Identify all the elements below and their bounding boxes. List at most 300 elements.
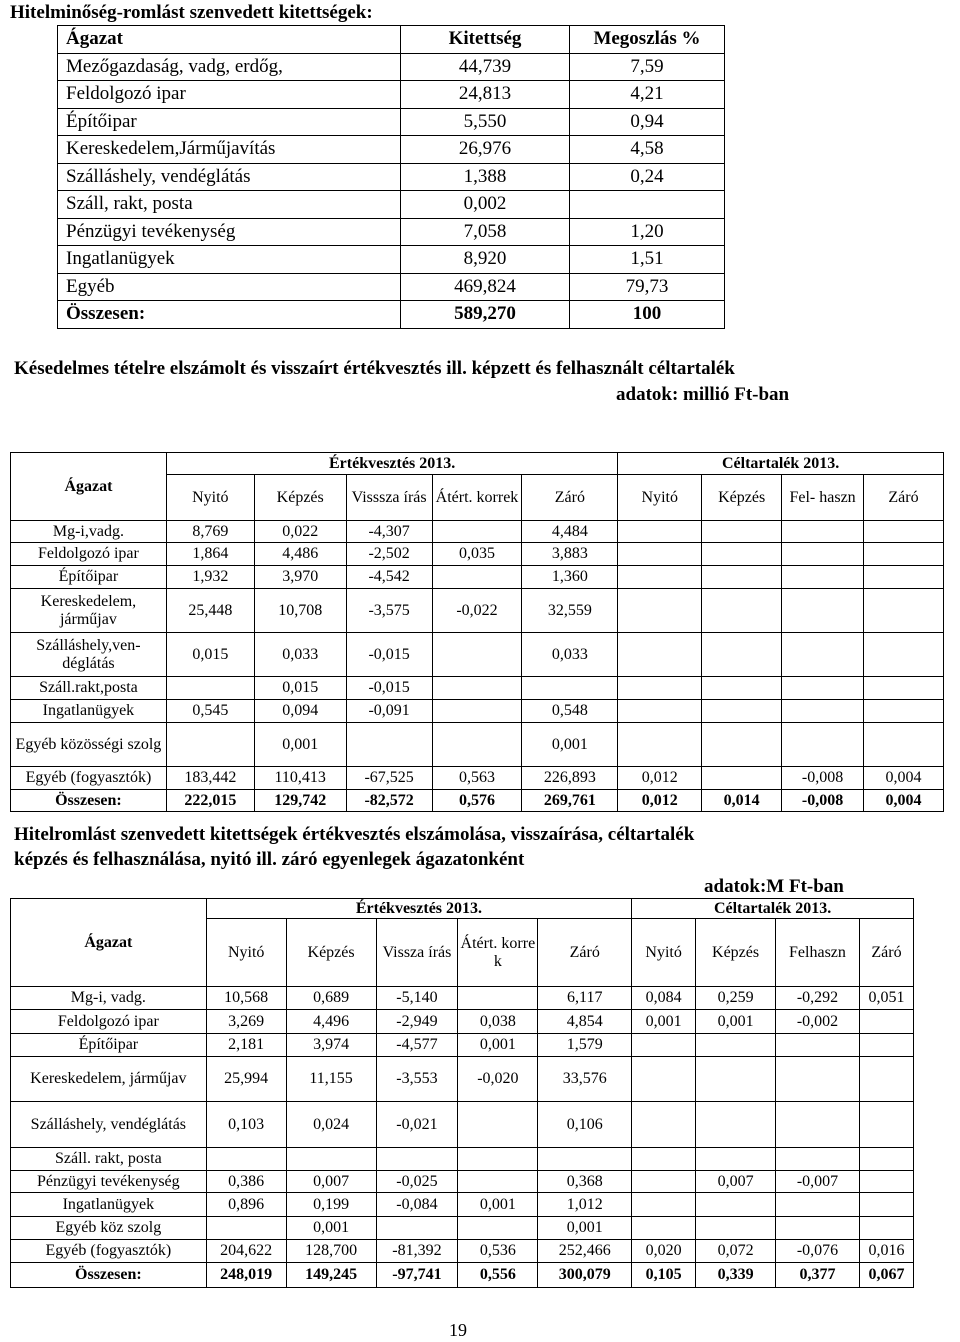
table-cell: 0,563: [432, 767, 522, 790]
table-cell: Egyéb (fogyasztók): [11, 1240, 207, 1263]
table-cell: [618, 700, 702, 723]
table-cell: 0,199: [286, 1193, 376, 1217]
table-cell: -3,575: [346, 589, 432, 633]
sub-header-cell: Képzés: [696, 919, 776, 987]
total-cell: 0,339: [696, 1263, 776, 1288]
heading-sector-balances-unit: adatok:M Ft-ban: [704, 876, 844, 897]
total-cell: -0,008: [782, 790, 864, 812]
total-cell: 589,270: [401, 301, 570, 329]
table-cell: 0,001: [632, 1010, 696, 1034]
table-cell: 0,001: [286, 1217, 376, 1240]
table-row: [11, 700, 944, 723]
group-header-ertekvesztes: Értékvesztés 2013.: [166, 453, 617, 475]
table-cell: [864, 521, 944, 543]
table-row: [11, 1240, 914, 1263]
table-cell: 32,559: [522, 589, 618, 633]
table-cell: 2,181: [206, 1034, 286, 1057]
table-cell: [618, 543, 702, 566]
table-cell: [570, 191, 725, 219]
sub-header-cell: Záró: [859, 919, 913, 987]
table-cell: [538, 1148, 632, 1171]
table-cell: 0,368: [538, 1171, 632, 1193]
table-cell: Feldolgozó ipar: [11, 1010, 207, 1034]
table-cell: 0,094: [254, 700, 346, 723]
table-cell: [782, 723, 864, 767]
total-cell: 269,761: [522, 790, 618, 812]
table-cell: 0,007: [286, 1171, 376, 1193]
table-cell: [702, 543, 782, 566]
table-cell: [859, 1148, 913, 1171]
table-cell: Feldolgozó ipar: [58, 81, 401, 109]
total-cell: 222,015: [166, 790, 254, 812]
table-cell: [782, 521, 864, 543]
total-cell: 149,245: [286, 1263, 376, 1288]
table-cell: Ingatlanügyek: [11, 700, 167, 723]
table-cell: 0,106: [538, 1102, 632, 1148]
table-row: [58, 136, 725, 164]
table-cell: -0,002: [776, 1010, 860, 1034]
table-cell: -67,525: [346, 767, 432, 790]
table-cell: [782, 589, 864, 633]
table-cell: 4,496: [286, 1010, 376, 1034]
table-cell: 26,976: [401, 136, 570, 164]
table-row: [58, 273, 725, 301]
table-cell: [618, 723, 702, 767]
heading-impaired-exposures: Hitelminőség-romlást szenvedett kitettségek:: [10, 2, 373, 23]
table-cell: -4,577: [376, 1034, 458, 1057]
table-row: [11, 1193, 914, 1217]
table-cell: 8,920: [401, 246, 570, 274]
table-cell: [864, 723, 944, 767]
table-cell: [376, 1217, 458, 1240]
table-cell: [859, 1034, 913, 1057]
sub-header-cell: Képzés: [254, 475, 346, 521]
table-cell: 0,051: [859, 987, 913, 1010]
table-cell: 0,084: [632, 987, 696, 1010]
table-cell: 44,739: [401, 53, 570, 81]
table-cell: -81,392: [376, 1240, 458, 1263]
table-cell: 0,103: [206, 1102, 286, 1148]
table-cell: 4,484: [522, 521, 618, 543]
table-cell: 7,058: [401, 218, 570, 246]
table-cell: [776, 1057, 860, 1102]
total-cell: 0,004: [864, 790, 944, 812]
table-cell: 1,932: [166, 566, 254, 589]
table-cell: -0,084: [376, 1193, 458, 1217]
total-cell: 0,012: [618, 790, 702, 812]
table-cell: -4,542: [346, 566, 432, 589]
table-cell: [618, 566, 702, 589]
sub-header-cell: Átért. korrek: [432, 475, 522, 521]
header-cell: Ágazat: [58, 26, 401, 54]
total-cell: -82,572: [346, 790, 432, 812]
table-cell: [618, 589, 702, 633]
sub-header-cell: Záró: [538, 919, 632, 987]
table-cell: [776, 1217, 860, 1240]
table-cell: [696, 1102, 776, 1148]
table-cell: 10,708: [254, 589, 346, 633]
table-cell: [632, 1057, 696, 1102]
table-cell: [776, 1193, 860, 1217]
table-row: [11, 1034, 914, 1057]
table-cell: [632, 1193, 696, 1217]
table-cell: [618, 633, 702, 677]
table-cell: Egyéb közösségi szolg: [11, 723, 167, 767]
table-row: [11, 589, 944, 633]
table-cell: [458, 987, 538, 1010]
table-cell: [618, 521, 702, 543]
group-header-celtartalek: Céltartalék 2013.: [632, 899, 914, 919]
table-cell: [702, 677, 782, 700]
table-cell: 0,386: [206, 1171, 286, 1193]
table-cell: [206, 1148, 286, 1171]
table-cell: 0,072: [696, 1240, 776, 1263]
table-cell: [859, 1217, 913, 1240]
table-cell: -0,020: [458, 1057, 538, 1102]
table-cell: Kereskedelem, járműjav: [11, 589, 167, 633]
table-cell: 1,388: [401, 163, 570, 191]
table-cell: -0,007: [776, 1171, 860, 1193]
table-cell: [432, 723, 522, 767]
table-cell: [166, 723, 254, 767]
table-cell: [286, 1148, 376, 1171]
table-row: [11, 633, 944, 677]
total-cell: 0,014: [702, 790, 782, 812]
table-cell: [864, 566, 944, 589]
table-cell: 4,854: [538, 1010, 632, 1034]
sub-header-cell: Visssza írás: [346, 475, 432, 521]
sub-header-cell: Felhaszn: [776, 919, 860, 987]
table-cell: -0,076: [776, 1240, 860, 1263]
table-cell: 24,813: [401, 81, 570, 109]
total-row: [11, 1263, 914, 1288]
table-cell: -0,292: [776, 987, 860, 1010]
table-cell: Mezőgazdaság, vadg, erdőg,: [58, 53, 401, 81]
table-cell: [432, 633, 522, 677]
table-cell: [776, 1102, 860, 1148]
table-row: [11, 723, 944, 767]
table-cell: [432, 677, 522, 700]
table-cell: [458, 1217, 538, 1240]
table-cell: [696, 1217, 776, 1240]
table-cell: -3,553: [376, 1057, 458, 1102]
table-row: [11, 1171, 914, 1193]
sub-header-cell: Fel- haszn: [782, 475, 864, 521]
table-cell: [696, 1057, 776, 1102]
group-header-row: [11, 899, 914, 919]
table-cell: 0,033: [254, 633, 346, 677]
header-cell: Kitettség: [401, 26, 570, 54]
heading-impairment-unit: adatok: millió Ft-ban: [616, 384, 790, 405]
table-cell: Egyéb (fogyasztók): [11, 767, 167, 790]
table-cell: [782, 566, 864, 589]
table-cell: [702, 723, 782, 767]
total-cell: 100: [570, 301, 725, 329]
table-cell: [776, 1034, 860, 1057]
table-cell: 1,51: [570, 246, 725, 274]
heading-sector-balances-line1: Hitelromlást szenvedett kitettségek értékvesztés elszámolása, visszaírása, céltartalék: [14, 824, 695, 845]
table-cell: 0,012: [618, 767, 702, 790]
table-cell: [702, 521, 782, 543]
table-row: [11, 566, 944, 589]
table-cell: -2,949: [376, 1010, 458, 1034]
table-cell: Szálláshely,ven- déglátás: [11, 633, 167, 677]
table-cell: Szálláshely, vendéglátás: [58, 163, 401, 191]
table-row: [11, 767, 944, 790]
table-cell: 0,24: [570, 163, 725, 191]
table-cell: 1,864: [166, 543, 254, 566]
table-cell: [702, 700, 782, 723]
group-header-ertekvesztes: Értékvesztés 2013.: [206, 899, 631, 919]
table-cell: [864, 677, 944, 700]
sub-header-cell: Képzés: [702, 475, 782, 521]
group-header-celtartalek: Céltartalék 2013.: [618, 453, 944, 475]
table-cell: 0,001: [696, 1010, 776, 1034]
table-cell: [522, 677, 618, 700]
table-cell: [859, 1171, 913, 1193]
table-cell: [864, 543, 944, 566]
heading-impairment-line1: Késedelmes tételre elszámolt és visszaírt értékvesztés ill. képzett és felhasznált céltartalék: [14, 358, 735, 379]
table-row: [11, 1010, 914, 1034]
column-header-agazat: Ágazat: [11, 899, 207, 987]
table-cell: 0,689: [286, 987, 376, 1010]
table-cell: 0,001: [538, 1217, 632, 1240]
table-cell: 0,001: [458, 1193, 538, 1217]
table-cell: Ingatlanügyek: [11, 1193, 207, 1217]
table-cell: -2,502: [346, 543, 432, 566]
table-cell: 6,117: [538, 987, 632, 1010]
table-cell: 4,21: [570, 81, 725, 109]
table-row: [58, 53, 725, 81]
sub-header-cell: Nyitó: [632, 919, 696, 987]
table-cell: 110,413: [254, 767, 346, 790]
table-cell: Száll. rakt, posta: [11, 1148, 207, 1171]
table-cell: Száll.rakt,posta: [11, 677, 167, 700]
table-cell: [864, 633, 944, 677]
table-row: [11, 521, 944, 543]
table-cell: 25,994: [206, 1057, 286, 1102]
total-cell: 0,067: [859, 1263, 913, 1288]
table-cell: 0,259: [696, 987, 776, 1010]
table-cell: 0,024: [286, 1102, 376, 1148]
table-row: [58, 218, 725, 246]
table-cell: -0,022: [432, 589, 522, 633]
sub-header-cell: Képzés: [286, 919, 376, 987]
table-cell: [696, 1034, 776, 1057]
table-cell: 183,442: [166, 767, 254, 790]
table-cell: -0,025: [376, 1171, 458, 1193]
table-cell: [859, 1193, 913, 1217]
table-cell: 0,548: [522, 700, 618, 723]
table-cell: 33,576: [538, 1057, 632, 1102]
table-cell: [864, 589, 944, 633]
table-row: [11, 987, 914, 1010]
table-cell: [702, 589, 782, 633]
table-cell: 5,550: [401, 108, 570, 136]
table-cell: 0,035: [432, 543, 522, 566]
total-row: [58, 301, 725, 329]
table-cell: 204,622: [206, 1240, 286, 1263]
table-cell: [859, 1057, 913, 1102]
table-row: [58, 81, 725, 109]
column-header-agazat: Ágazat: [11, 453, 167, 521]
table-cell: -0,015: [346, 633, 432, 677]
table-cell: -0,015: [346, 677, 432, 700]
table-cell: Mg-i, vadg.: [11, 987, 207, 1010]
table-cell: [696, 1193, 776, 1217]
table-cell: 252,466: [538, 1240, 632, 1263]
table-cell: -4,307: [346, 521, 432, 543]
page-number: 19: [449, 1320, 467, 1340]
total-cell: 0,105: [632, 1263, 696, 1288]
table-cell: [432, 521, 522, 543]
table-cell: Feldolgozó ipar: [11, 543, 167, 566]
sub-header-cell: Vissza írás: [376, 919, 458, 987]
table-cell: 1,012: [538, 1193, 632, 1217]
table-row: [58, 246, 725, 274]
total-cell: Összesen:: [11, 790, 167, 812]
table-cell: 0,001: [522, 723, 618, 767]
table-cell: 10,568: [206, 987, 286, 1010]
table-cell: 3,269: [206, 1010, 286, 1034]
table-cell: [782, 633, 864, 677]
table-cell: [432, 566, 522, 589]
table-cell: [432, 700, 522, 723]
table-cell: [166, 677, 254, 700]
table-row: [11, 1057, 914, 1102]
sub-header-cell: Nyitó: [166, 475, 254, 521]
sub-header-cell: Záró: [864, 475, 944, 521]
table-cell: 0,002: [401, 191, 570, 219]
table-row: [11, 1148, 914, 1171]
table-cell: Kereskedelem,Járműjavítás: [58, 136, 401, 164]
table-cell: 3,883: [522, 543, 618, 566]
table-cell: Kereskedelem, járműjav: [11, 1057, 207, 1102]
table-cell: [632, 1102, 696, 1148]
table-cell: 0,020: [632, 1240, 696, 1263]
table-cell: [696, 1148, 776, 1171]
table-cell: 0,015: [166, 633, 254, 677]
table-cell: Építőipar: [58, 108, 401, 136]
table-cell: Pénzügyi tevékenység: [11, 1171, 207, 1193]
table-cell: [632, 1171, 696, 1193]
table-cell: Építőipar: [11, 566, 167, 589]
table-cell: [702, 767, 782, 790]
table-cell: 0,545: [166, 700, 254, 723]
header-cell: Megoszlás %: [570, 26, 725, 54]
table-cell: 79,73: [570, 273, 725, 301]
table-cell: 8,769: [166, 521, 254, 543]
table-cell: [702, 566, 782, 589]
table-cell: 226,893: [522, 767, 618, 790]
heading-sector-balances-line2: képzés és felhasználása, nyitó ill. záró egyenlegek ágazatonként: [14, 849, 525, 870]
total-row: [11, 790, 944, 812]
impairment-table-2: [10, 898, 914, 1288]
table-cell: -0,021: [376, 1102, 458, 1148]
table-row: [58, 191, 725, 219]
table-cell: 0,033: [522, 633, 618, 677]
table-cell: Ingatlanügyek: [58, 246, 401, 274]
table-cell: 3,970: [254, 566, 346, 589]
table-cell: 25,448: [166, 589, 254, 633]
total-cell: 0,556: [458, 1263, 538, 1288]
total-cell: 129,742: [254, 790, 346, 812]
table-cell: [782, 677, 864, 700]
table-cell: Pénzügyi tevékenység: [58, 218, 401, 246]
table-cell: [632, 1034, 696, 1057]
table-cell: 0,536: [458, 1240, 538, 1263]
table-cell: -5,140: [376, 987, 458, 1010]
table-cell: [702, 633, 782, 677]
table-cell: Egyéb köz szolg: [11, 1217, 207, 1240]
table-cell: 1,360: [522, 566, 618, 589]
table-cell: 11,155: [286, 1057, 376, 1102]
table-cell: [346, 723, 432, 767]
total-cell: 300,079: [538, 1263, 632, 1288]
table-cell: 0,007: [696, 1171, 776, 1193]
table-cell: [206, 1217, 286, 1240]
table-cell: [782, 700, 864, 723]
exposure-table: [57, 25, 725, 329]
table-cell: 0,016: [859, 1240, 913, 1263]
total-cell: -97,741: [376, 1263, 458, 1288]
table-cell: 0,038: [458, 1010, 538, 1034]
table-cell: [859, 1102, 913, 1148]
table-cell: -0,008: [782, 767, 864, 790]
table-cell: Egyéb: [58, 273, 401, 301]
table-cell: 0,001: [458, 1034, 538, 1057]
table-row: [11, 1217, 914, 1240]
table-cell: 1,579: [538, 1034, 632, 1057]
table-cell: [859, 1010, 913, 1034]
table-row: [11, 1102, 914, 1148]
table-cell: 4,486: [254, 543, 346, 566]
table-cell: [632, 1148, 696, 1171]
table-cell: [632, 1217, 696, 1240]
table-cell: -0,091: [346, 700, 432, 723]
table-cell: 4,58: [570, 136, 725, 164]
table-cell: 0,896: [206, 1193, 286, 1217]
sub-header-cell: Nyitó: [206, 919, 286, 987]
table-cell: 1,20: [570, 218, 725, 246]
table-cell: Mg-i,vadg.: [11, 521, 167, 543]
table-cell: 0,94: [570, 108, 725, 136]
table-cell: Építőipar: [11, 1034, 207, 1057]
table-cell: 469,824: [401, 273, 570, 301]
table-cell: [376, 1148, 458, 1171]
table-cell: 7,59: [570, 53, 725, 81]
total-cell: 0,576: [432, 790, 522, 812]
table-cell: [458, 1102, 538, 1148]
total-cell: 0,377: [776, 1263, 860, 1288]
table-cell: 0,022: [254, 521, 346, 543]
table-cell: Száll, rakt, posta: [58, 191, 401, 219]
table-row: [58, 108, 725, 136]
table-cell: [618, 677, 702, 700]
table-cell: 128,700: [286, 1240, 376, 1263]
table-cell: 3,974: [286, 1034, 376, 1057]
table-header-row: [58, 26, 725, 54]
sub-header-cell: Záró: [522, 475, 618, 521]
table-cell: 0,004: [864, 767, 944, 790]
group-header-row: [11, 453, 944, 475]
table-cell: [864, 700, 944, 723]
total-cell: 248,019: [206, 1263, 286, 1288]
table-row: [11, 543, 944, 566]
table-cell: [458, 1148, 538, 1171]
table-cell: [782, 543, 864, 566]
table-cell: Szálláshely, vendéglátás: [11, 1102, 207, 1148]
